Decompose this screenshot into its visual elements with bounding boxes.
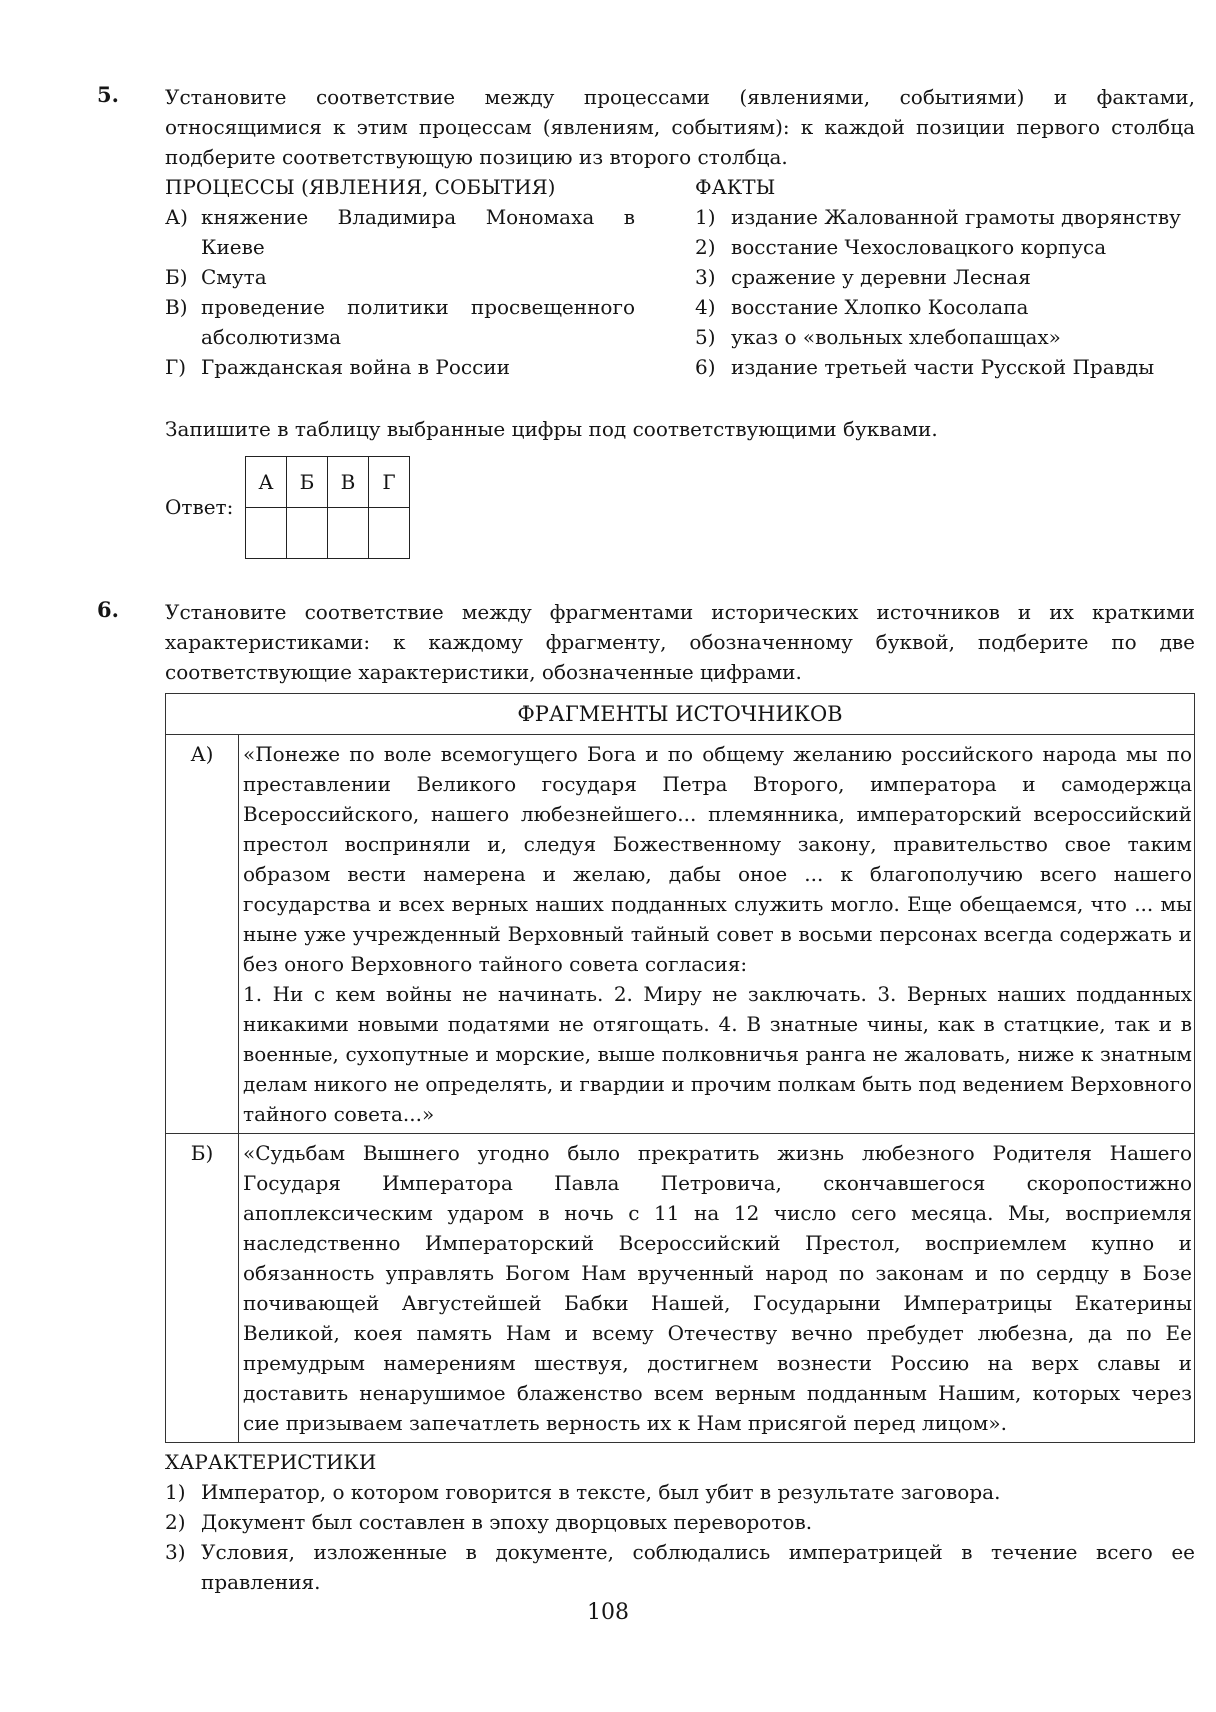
facts-column xyxy=(695,172,1195,382)
answer-column-header: Б xyxy=(287,457,328,508)
characteristic-item: 2) Документ был составлен в эпоху дворцовых переворотов. xyxy=(165,1510,813,1534)
fact-item: 5) указ о «вольных хлебопашцах» xyxy=(695,325,1061,349)
answer-cell[interactable] xyxy=(369,508,410,559)
fragments-table xyxy=(165,693,1195,1443)
answer-instruction: Запишите в таблицу выбранные цифры под соответствующими буквами. xyxy=(165,417,938,441)
task-intro: Установите соответствие между процессами (явлениями, событиями) и фактами, относящимися к этим процессам (явлениям, событиям): к каждой позиции первого столбца подберите соответствующую позицию из второго столбца. xyxy=(165,85,1195,169)
page-number: 108 xyxy=(587,1600,629,1625)
fragments-table-header: ФРАГМЕНТЫ ИСТОЧНИКОВ xyxy=(166,694,1195,735)
fragment-row xyxy=(166,1134,1195,1443)
process-item: Б) Смута xyxy=(165,265,267,289)
fragment-text: «Понеже по воле всемогущего Бога и по общему желанию российского народа мы по преставлении Великого государя Петра Второго, императора и самодержца Всероссийского, нашего любезнейшего... племянника, императорский всероссийский престол восприняли и, следуя Божественному закону, правительство свое таким образом вести намерена и желаю, дабы оное ... к благополучию всего нашего государства и всех верных наших подданных служить могло. Еще обещаемся, что ... мы ныне уже учрежденный Верховный тайный совет в восьми персонах всегда содержать и без оного Верховного тайного совета согласия: 1. Ни с кем войны не начинать. 2. Миру не заключать. 3. Верных наших подданных никакими новыми податями не отягощать. 4. В знатные чины, как в статцкие, так и в военные, сухопутные и морские, выше полковничья ранга не жаловать, ниже к знатным делам никого не определять, и гвардии и прочим полкам быть под ведением Верховного тайного совета...» xyxy=(239,735,1195,1134)
answer-label: Ответ: xyxy=(165,495,234,519)
processes-column xyxy=(165,172,635,382)
answer-column-header: В xyxy=(328,457,369,508)
process-item: Г) Гражданская война в России xyxy=(165,355,510,379)
answer-block xyxy=(165,444,1195,574)
fact-item: 6) издание третьей части Русской Правды xyxy=(695,355,1155,379)
answer-cell[interactable] xyxy=(328,508,369,559)
characteristic-item: 3) Условия, изложенные в документе, соблюдались императрицей в течение всего ее правления. xyxy=(165,1540,1195,1594)
task-6 xyxy=(97,597,1195,1597)
matching-columns xyxy=(165,172,1195,414)
task-number: 5. xyxy=(97,82,119,107)
answer-table xyxy=(245,456,410,559)
fact-item: 1) издание Жалованной грамоты дворянству xyxy=(695,205,1181,229)
answer-column-header: А xyxy=(246,457,287,508)
fact-item: 4) восстание Хлопко Косолапа xyxy=(695,295,1029,319)
answer-cell[interactable] xyxy=(246,508,287,559)
facts-header: ФАКТЫ xyxy=(695,175,776,199)
process-item: А) княжение Владимира Мономаха в Киеве xyxy=(165,205,635,259)
fragment-label: Б) xyxy=(166,1134,239,1443)
fragment-label: А) xyxy=(166,735,239,1134)
fact-item: 2) восстание Чехословацкого корпуса xyxy=(695,235,1107,259)
fact-item: 3) сражение у деревни Лесная xyxy=(695,265,1031,289)
characteristics-header: ХАРАКТЕРИСТИКИ xyxy=(165,1450,377,1474)
characteristic-item: 1) Император, о котором говорится в тексте, был убит в результате заговора. xyxy=(165,1480,1001,1504)
answer-cell[interactable] xyxy=(287,508,328,559)
fragment-text: «Судьбам Вышнего угодно было прекратить жизнь любезного Родителя Нашего Государя Императора Павла Петровича, скончавшегося скоропостижно апоплексическим ударом в ночь с 11 на 12 число сего месяца. Мы, восприемля наследственно Императорский Всероссийский Престол, восприемлем купно и обязанность управлять Богом Нам врученный народ по законам и по сердцу в Бозе почивающей Августейшей Бабки Нашей, Государыни Императрицы Екатерины Великой, коея память Нам и всему Отечеству вечно пребудет любезна, да по Ее премудрым намерениям шествуя, достигнем вознести Россию на верх славы и доставить ненарушимое блаженство всем верным подданным Нашим, которых через сие призываем запечатлеть верность их к Нам присягой перед лицом». xyxy=(239,1134,1195,1443)
task-intro: Установите соответствие между фрагментами исторических источников и их краткими характеристиками: к каждому фрагменту, обозначенному буквой, подберите по две соответствующие характеристики, обозначенные цифрами. xyxy=(165,600,1195,684)
process-item: В) проведение политики просвещенного абсолютизма xyxy=(165,295,635,349)
answer-column-header: Г xyxy=(369,457,410,508)
task-5 xyxy=(97,82,1195,574)
task-number: 6. xyxy=(97,597,119,622)
processes-header: ПРОЦЕССЫ (ЯВЛЕНИЯ, СОБЫТИЯ) xyxy=(165,175,556,199)
fragment-row xyxy=(166,735,1195,1134)
